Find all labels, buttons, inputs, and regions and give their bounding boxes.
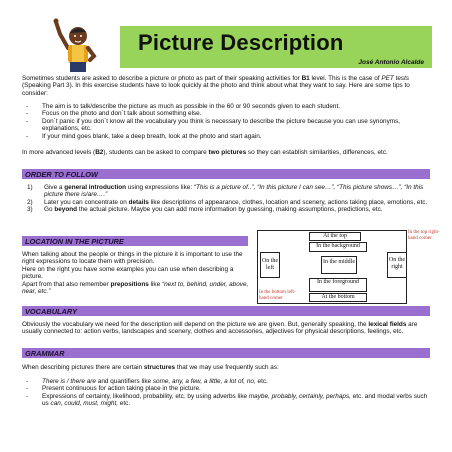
- location-prepositions-text: [22, 281, 252, 296]
- advanced-paragraph: [22, 149, 432, 156]
- level-b2: B2: [95, 149, 104, 156]
- exam-name: PET tests: [381, 75, 410, 82]
- grammar-term: There is / there are: [42, 378, 96, 385]
- location-text: like: [148, 280, 162, 288]
- at-bottom-label: At the bottom: [321, 294, 355, 300]
- intro-paragraph: [22, 75, 432, 97]
- title-banner: [120, 26, 432, 68]
- list-item: - The aim is to talk/describe the picture as much as possible in the 60 or 90 seconds given to each student.: [22, 103, 432, 110]
- step-keyword: beyond: [54, 206, 78, 214]
- step-number: 2): [27, 198, 33, 206]
- grammar-text: Expressions of certainty, likelihood, probability, etc. by using adverbs like: [42, 392, 249, 400]
- in-background-label: In the background: [316, 243, 360, 249]
- step-text: Go: [44, 206, 55, 214]
- section-header-order: [22, 169, 430, 179]
- step-text: using expressions like:: [126, 184, 194, 191]
- step-text: Give a: [44, 184, 65, 191]
- grammar-text: etc.: [118, 400, 131, 408]
- prepositions-keyword: prepositions: [110, 280, 149, 288]
- list-item: [22, 184, 432, 199]
- list-item: [22, 378, 432, 385]
- step-keyword: details: [128, 198, 149, 206]
- list-item: - Don´t panic if you don´t know all the vocabulary you think is necessary to describe the picture because you can use synonyms, explanations, etc.: [22, 118, 432, 133]
- intro-text: (Speaking Part 3). In this exercise students have to look quickly at the photo and think about what they want to say. Here are some tips to consider:: [22, 82, 410, 97]
- grammar-text: that we may use frequently such as:: [175, 364, 279, 371]
- section-title: LOCATION IN THE PICTURE: [25, 237, 124, 246]
- lexical-fields-keyword: lexical fields: [368, 321, 407, 328]
- section-header-grammar: [22, 348, 430, 358]
- list-item: [22, 199, 432, 206]
- structures-keyword: structures: [143, 364, 176, 371]
- section-header-location: [22, 236, 248, 246]
- section-title: ORDER TO FOLLOW: [25, 170, 98, 179]
- grammar-list: [22, 378, 432, 408]
- location-paragraph: [22, 251, 252, 295]
- grammar-text: etc.: [255, 378, 268, 385]
- list-item: - If your mind goes blank, take a deep breath, look at the photo and start again.: [22, 133, 432, 140]
- location-diagram: [257, 230, 449, 304]
- grammar-text: and quantifiers like: [96, 378, 153, 385]
- prepositions-examples: “next to, behind, under, above, near, etc.”: [22, 280, 249, 296]
- on-right-label: On the right: [388, 257, 406, 270]
- in-middle-label: In the middle: [323, 259, 355, 265]
- page-title: Picture Description: [138, 30, 344, 55]
- intro-text: level. This is the case of: [309, 75, 382, 82]
- vocabulary-paragraph: [22, 321, 432, 336]
- order-steps-list: [22, 184, 432, 214]
- list-item: [22, 393, 432, 408]
- step-examples: “This is a picture of..”, “In this picture I can see…”, “This picture shows…”, “In this picture there is/are….”: [44, 184, 424, 199]
- tips-list: [22, 103, 432, 140]
- section-header-vocabulary: [22, 306, 430, 316]
- step-number: 1): [27, 184, 33, 191]
- grammar-examples: some, any, a few, a little, a lot of, no,: [152, 378, 256, 385]
- bottom-left-corner-label: In the bottom left-hand corner: [259, 290, 296, 301]
- step-keyword: general introduction: [64, 184, 127, 191]
- intro-text: Sometimes students are asked to describe a picture or photo as part of their speaking activities for: [22, 75, 302, 82]
- step-text: like descriptions of appearance, clothes, location and scenery, actions taking place, emotions, etc.: [148, 198, 428, 206]
- grammar-text: When describing pictures there are certain: [22, 364, 144, 371]
- grammar-text: Present continuous for action taking place in the picture.: [42, 385, 201, 393]
- grammar-paragraph: [22, 364, 432, 371]
- list-item: [22, 385, 432, 392]
- advanced-text: so they can establish similarities, differences, etc.: [246, 149, 388, 156]
- step-number: 3): [27, 206, 33, 214]
- step-text: Later you can concentrate on: [44, 198, 129, 206]
- on-left-label: On the left: [261, 258, 279, 271]
- location-text: Apart from that also remember: [22, 280, 111, 288]
- list-item: - Focus on the photo and don´t talk about something else.: [22, 110, 432, 117]
- grammar-examples: can, could, must, might,: [50, 400, 119, 408]
- cartoon-boy-illustration: [46, 18, 106, 76]
- step-text: the actual picture. Maybe you can add more information by guessing, making assumptions, predictions, etc.: [77, 206, 383, 214]
- grammar-text: etc. and modal verbs such us: [42, 392, 428, 408]
- vocabulary-text: are usually connected to: action verbs, landscapes and scenery, clothes and accessories, adjectives for physical descriptions, feelings, etc.: [22, 321, 418, 336]
- top-right-corner-label: In the top right-hand corner: [408, 230, 440, 241]
- section-title: VOCABULARY: [25, 307, 78, 316]
- two-pictures-text: two pictures: [208, 149, 247, 156]
- vocabulary-text: Obviously the vocabulary we need for the description will depend on the picture we are given. But, generally speaking, the: [22, 321, 369, 328]
- author-name: José Antonio Alcalde: [358, 59, 424, 66]
- list-item: [22, 206, 432, 213]
- advanced-text: In more advanced levels (: [22, 149, 96, 156]
- location-text: Here on the right you have some examples you can use when describing a picture.: [22, 265, 234, 281]
- at-top-label: At the top: [323, 233, 347, 239]
- level-b1: B1: [301, 75, 310, 82]
- location-text: When talking about the people or things in the picture it is important to use the right expressions to locate them with precision.: [22, 251, 243, 266]
- advanced-text: ), students can be asked to compare: [103, 149, 209, 156]
- in-foreground-label: In the foreground: [317, 279, 359, 285]
- grammar-examples: maybe, probably, certainly, perhaps,: [248, 392, 351, 400]
- section-title: GRAMMAR: [25, 349, 65, 358]
